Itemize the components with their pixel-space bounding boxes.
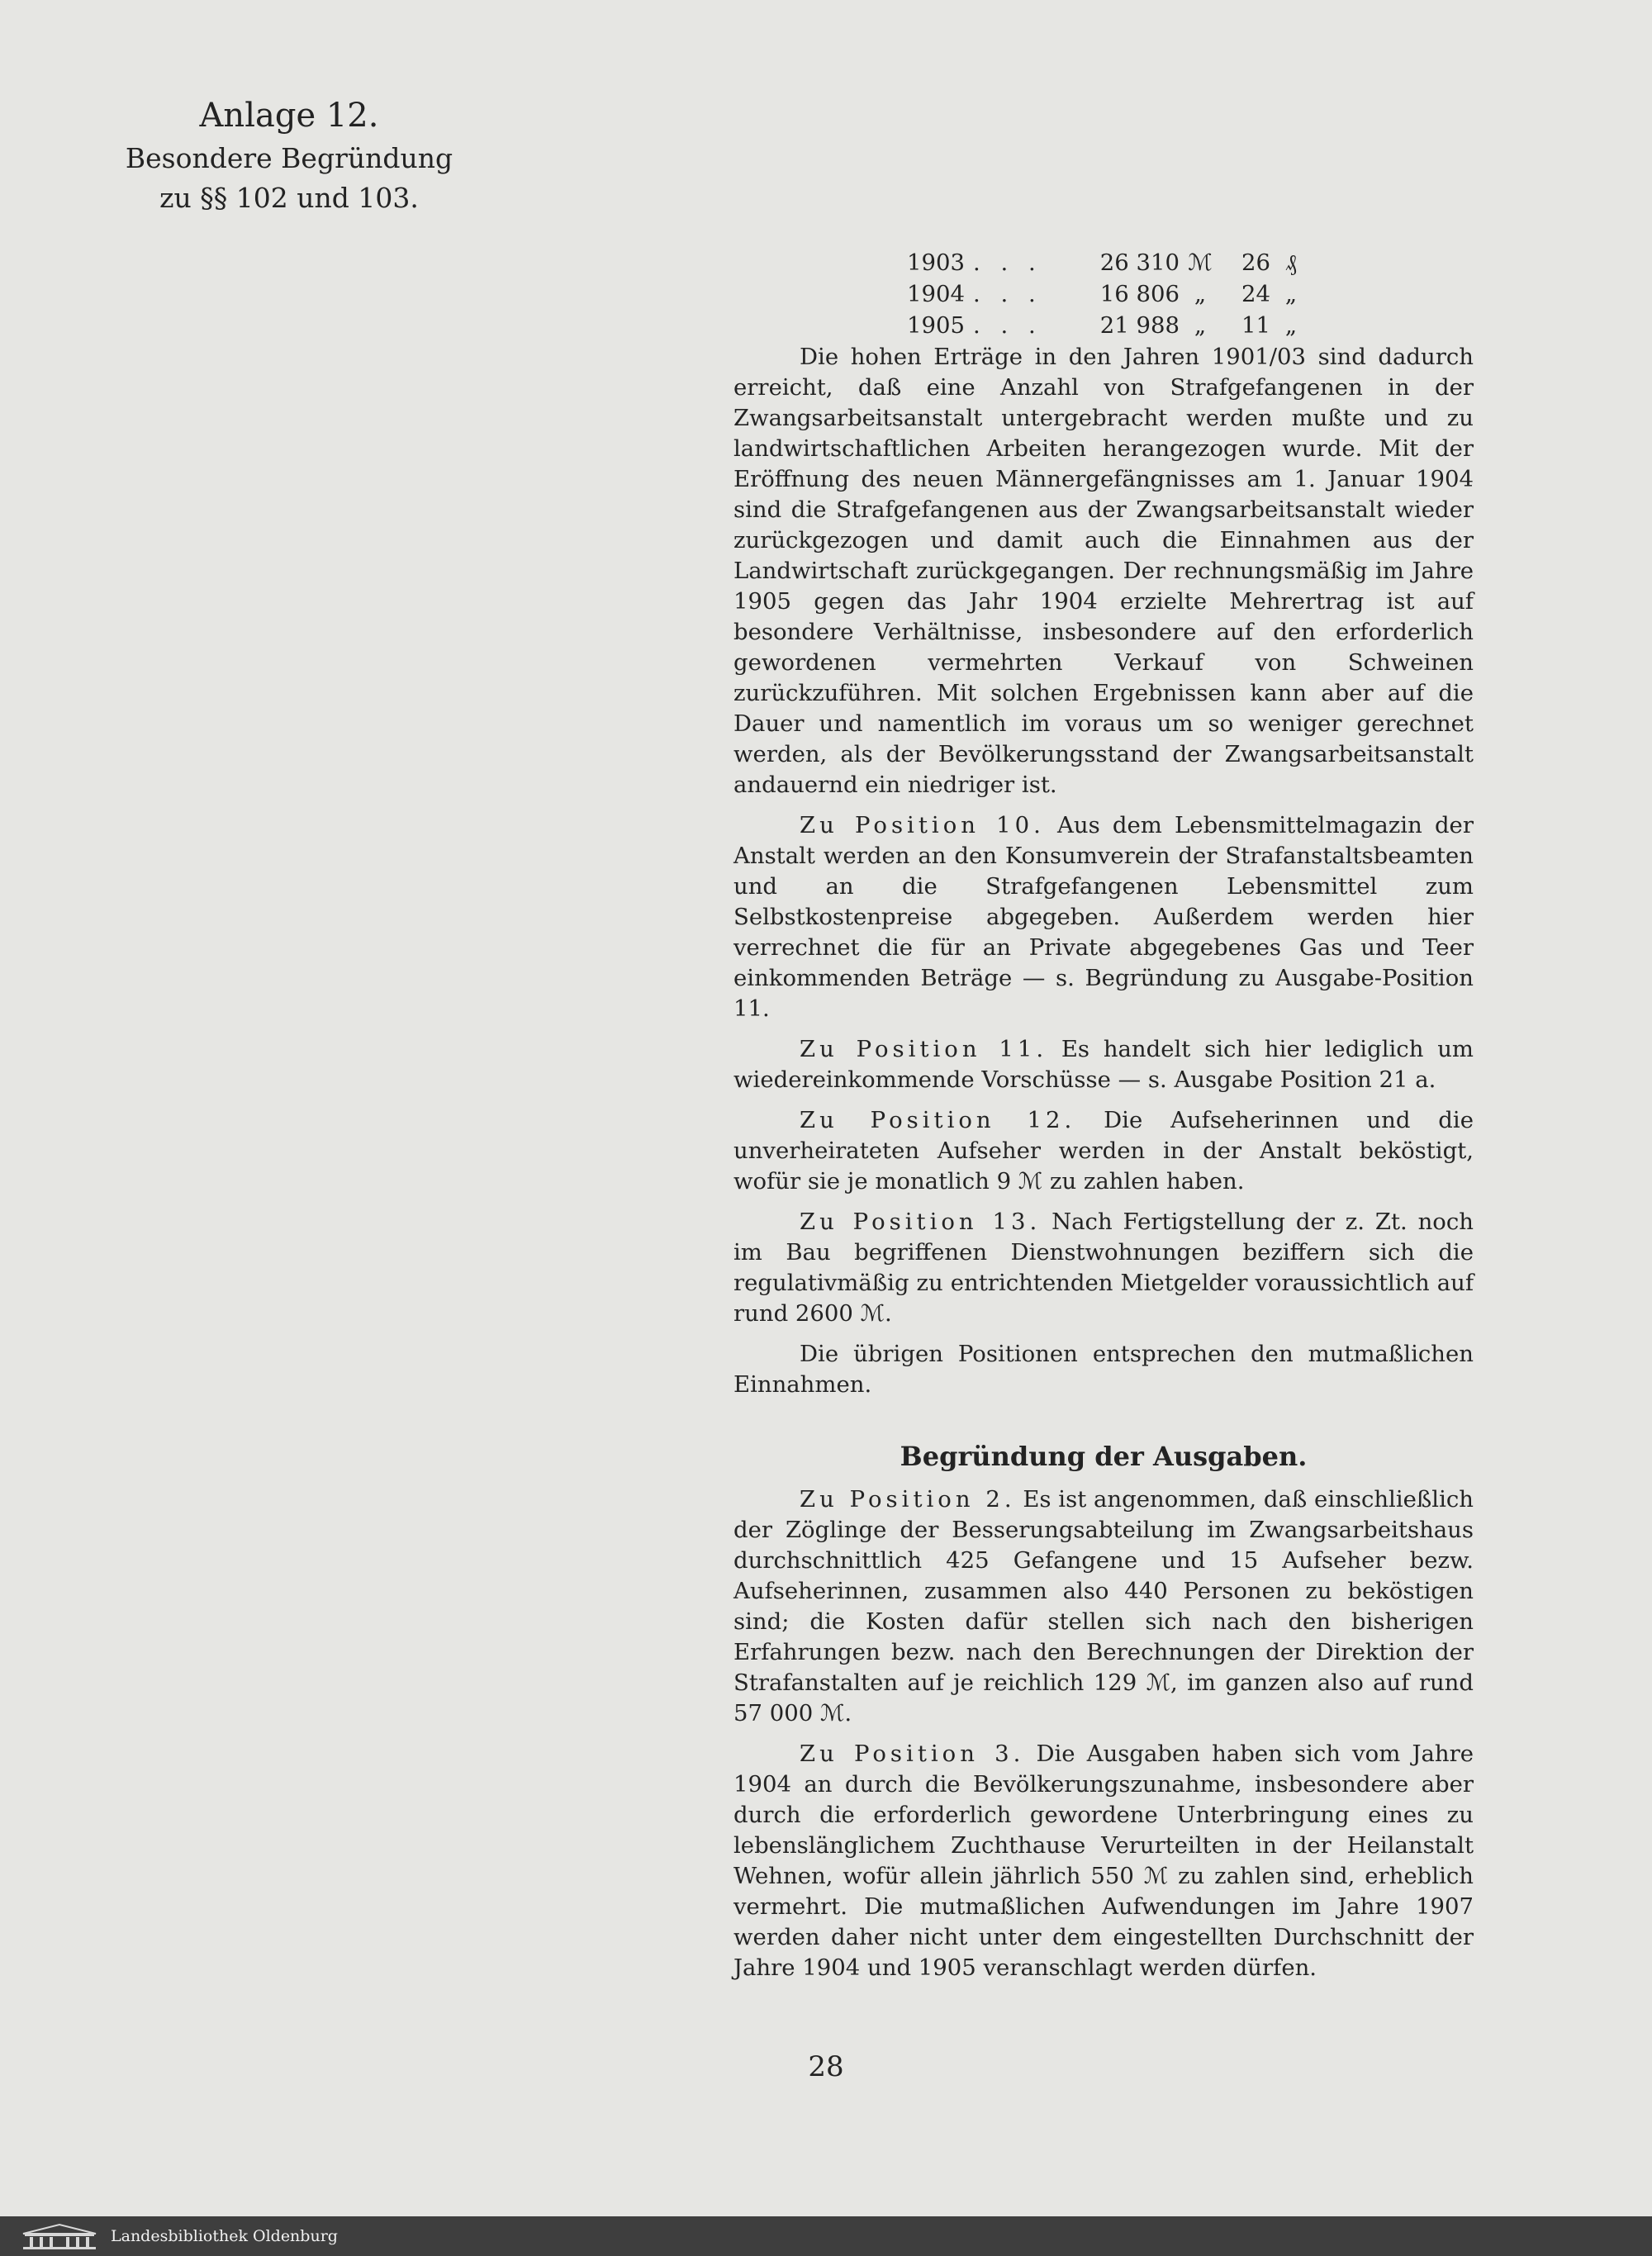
receipt-mark-unit: „ <box>1194 312 1207 339</box>
receipt-dots: . . . <box>973 281 1042 307</box>
receipt-row <box>907 279 1336 311</box>
main-text-column <box>733 248 1474 1993</box>
page-number: 28 <box>808 2050 844 2083</box>
annex-subtitle-line1: Besondere Begründung <box>125 142 453 174</box>
receipt-dots: . . . <box>973 249 1042 276</box>
paragraph-position-10 <box>733 810 1474 1024</box>
paragraph-position-13 <box>733 1207 1474 1329</box>
paragraph-position-12 <box>733 1105 1474 1197</box>
receipt-pfennig-unit: „ <box>1284 312 1298 339</box>
position-lead: Zu Position 2. <box>800 1486 1016 1513</box>
paragraph-expense-position-2 <box>733 1484 1474 1729</box>
paragraph-body: Aus dem Lebensmittelmagazin der Anstalt werden an den Konsumverein der Strafanstaltsbeamten und an die Strafgefangenen Lebensmittel zum Selbstkostenpreise abgegeben. Außerdem werden hier verrechnet die für an Private abgegebenes Gas und Teer einkommenden Beträge — s. Begründung zu Ausgabe-Position 11. <box>733 812 1474 1022</box>
paragraph-body: Die Ausgaben haben sich vom Jahre 1904 an durch die Bevölkerungszunahme, insbesondere aber durch die erforderlich gewordene Unterbringung eines zu lebenslänglichem Zuchthause Verurteilten in der Heilanstalt Wehnen, wofür allein jährlich 550 ℳ zu zahlen sind, erheblich vermehrt. Die mutmaßlichen Aufwendungen im Jahre 1907 werden daher nicht unter dem eingestellten Durchschnitt der Jahre 1904 und 1905 veranschlagt werden dürfen. <box>733 1741 1474 1981</box>
section-heading: Begründung der Ausgaben. <box>900 1441 1308 1472</box>
receipt-mark-unit: ℳ <box>1188 249 1213 276</box>
position-lead: Zu Position 12. <box>800 1107 1076 1133</box>
receipt-dots: . . . <box>973 312 1042 339</box>
paragraph-expense-position-3 <box>733 1739 1474 1983</box>
receipt-year: 1904 <box>907 281 965 307</box>
annex-subtitle-line2: zu §§ 102 und 103. <box>159 182 419 214</box>
receipt-pfennig: 26 <box>1241 249 1270 276</box>
paragraph-body: Es ist angenommen, daß einschließlich der Zöglinge der Besserungsabteilung im Zwangsarbeitshaus durchschnittlich 425 Gefangene und 15 Aufseher bezw. Aufseherinnen, zusammen also 440 Personen zu beköstigen sind; die Kosten dafür stellen sich nach den bisherigen Erfahrungen bezw. nach den Berechnungen der Direktion der Strafanstalten auf je reichlich 129 ℳ, im ganzen also auf rund 57 000 ℳ. <box>733 1486 1474 1726</box>
receipts-table <box>907 248 1336 342</box>
paragraph-body: Die Aufseherinnen und die unverheirateten Aufseher werden in der Anstalt beköstigt, wofür sie je monatlich 9 ℳ zu zahlen haben. <box>733 1107 1474 1194</box>
receipt-row <box>907 311 1336 342</box>
receipt-year: 1903 <box>907 249 965 276</box>
paragraph-other-positions: Die übrigen Positionen entsprechen den mutmaßlichen Einnahmen. <box>733 1341 1474 1398</box>
receipt-mark-unit: „ <box>1194 281 1207 307</box>
position-lead: Zu Position 11. <box>800 1036 1048 1062</box>
receipt-year: 1905 <box>907 312 965 339</box>
annex-title: Anlage 12. <box>199 97 379 135</box>
paragraph-position-11 <box>733 1034 1474 1095</box>
margin-note <box>116 93 463 218</box>
library-name: Landesbibliothek Oldenburg <box>111 2227 338 2245</box>
receipt-pfennig-unit: ₰ <box>1285 249 1297 276</box>
paragraph-body: Nach Fertigstellung der z. Zt. noch im Bau begriffenen Dienstwohnungen beziffern sich die regulativmäßig zu entrichtenden Mietgelder voraussichtlich auf rund 2600 ℳ. <box>733 1209 1474 1327</box>
receipt-mark: 26 310 <box>1099 249 1180 276</box>
paragraph-body: Es handelt sich hier lediglich um wiedereinkommende Vorschüsse — s. Ausgabe Position 21 a. <box>733 1036 1474 1093</box>
receipt-row <box>907 248 1336 279</box>
receipt-mark: 16 806 <box>1099 281 1180 307</box>
receipt-pfennig: 11 <box>1241 312 1270 339</box>
receipt-pfennig: 24 <box>1241 281 1270 307</box>
position-lead: Zu Position 10. <box>800 812 1045 838</box>
position-lead: Zu Position 13. <box>800 1209 1042 1235</box>
paragraph-earnings: Die hohen Erträge in den Jahren 1901/03 sind dadurch erreicht, daß eine Anzahl von Strafgefangenen in der Zwangsarbeitsanstalt untergebracht werden mußte und zu landwirtschaftlichen Arbeiten herangezogen wurde. Mit der Eröffnung des neuen Männergefängnisses am 1. Januar 1904 sind die Strafgefangenen aus der Zwangsarbeitsanstalt wieder zurückgezogen und damit auch die Einnahmen aus der Landwirtschaft zurückgegangen. Der rechnungsmäßig im Jahre 1905 gegen das Jahr 1904 erzielte Mehrertrag ist auf besondere Verhältnisse, insbesondere auf den erforderlich gewordenen vermehrten Verkauf von Schweinen zurückzuführen. Mit solchen Ergebnissen kann aber auf die Dauer und namentlich im voraus um so weniger gerechnet werden, als der Bevölkerungsstand der Zwangsarbeitsanstalt andauernd ein niedriger ist. <box>733 344 1474 798</box>
footer-bar <box>0 2216 1652 2256</box>
receipt-pfennig-unit: „ <box>1284 281 1298 307</box>
library-building-icon <box>20 2222 99 2250</box>
receipt-mark: 21 988 <box>1099 312 1180 339</box>
position-lead: Zu Position 3. <box>800 1741 1025 1767</box>
